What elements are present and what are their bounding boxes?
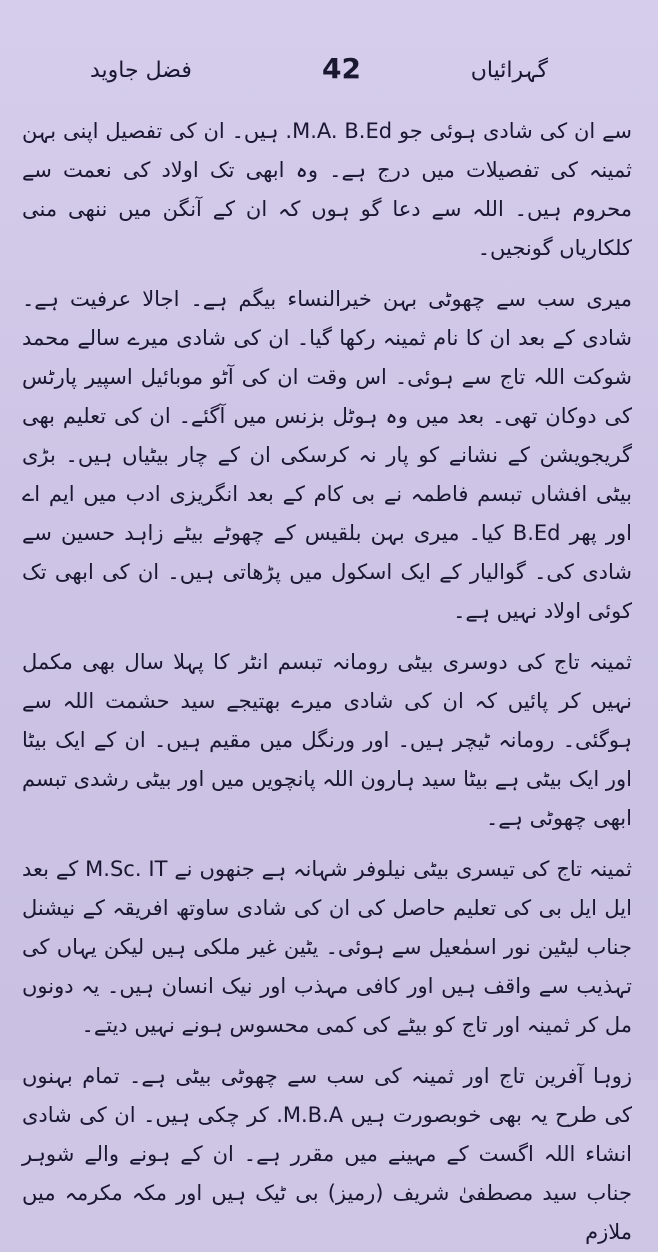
paragraph: ثمینہ تاج کی تیسری بیٹی نیلوفر شہانہ ہے جنھوں نے M.Sc. IT کے بعد ایل ایل بی کی تعلیم حاصل کی ان کی شادی ساوتھ افریقہ کے نیشنل جناب لیٹین نور اسمٰعیل سے ہوئی۔ یٹین غیر ملکی ہیں لیکن یہاں کی تہذیب سے واقف ہیں اور کافی مہذب اور نیک انسان ہیں۔ یہ دونوں مل کر ثمینہ اور تاج کو بیٹے کی کمی محسوس ہونے نہیں دیتے۔ xyxy=(22,857,633,1037)
author-name: فضل جاوید xyxy=(90,58,192,83)
paragraph: ثمینہ تاج کی دوسری بیٹی رومانہ تبسم انٹر کا پہلا سال بھی مکمل نہیں کر پائیں کہ ان کی شادی میرے بھتیجے سید حشمت اللہ سے ہوگئی۔ رومانہ ٹیچر ہیں۔ اور ورنگل میں مقیم ہیں۔ ان کے ایک بیٹا اور ایک بیٹی ہے بیٹا سید ہارون اللہ پانچویں میں اور بیٹی رشدی تبسم ابھی چھوٹی ہے۔ xyxy=(22,650,632,830)
running-title: گہرائیاں xyxy=(470,58,548,83)
paragraph: زوہا آفرین تاج اور ثمینہ کی سب سے چھوٹی بیٹی ہے۔ تمام بہنوں کی طرح یہ بھی خوبصورت ہیں M.B.A. کر چکی ہیں۔ ان کی شادی انشاء اللہ اگست کے مہینے میں مقرر ہے۔ ان کے ہونے والے شوہر جناب سید مصطفیٰ شریف (رمیز) بی ٹیک ہیں اور مکہ مکرمہ میں ملازم xyxy=(22,1064,632,1244)
page-number: 42 xyxy=(322,52,361,85)
page-body xyxy=(22,112,632,1252)
page-header xyxy=(22,0,632,118)
paragraph: میری سب سے چھوٹی بہن خیرالنساء بیگم ہے۔ اجالا عرفیت ہے۔ شادی کے بعد ان کا نام ثمینہ رکھا گیا۔ ان کی شادی میرے سالے محمد شوکت اللہ تاج سے ہوئی۔ اس وقت ان کی آٹو موبائیل اسپیر پارٹس کی دوکان تھی۔ بعد میں وہ ہوٹل بزنس میں آگئے۔ ان کی تعلیم بھی گریجویشن کے نشانے کو پار نہ کرسکی ان کے چار بیٹیاں ہیں۔ بڑی بیٹی افشاں تبسم فاطمہ نے بی کام کے بعد انگریزی ادب میں ایم اے اور پھر B.Ed کیا۔ میری بہن بلقیس کے چھوٹے بیٹے زاہد حسین سے شادی کی۔ گوالیار کے ایک اسکول میں پڑھاتی ہیں۔ ان کی ابھی تک کوئی اولاد نہیں ہے۔ xyxy=(22,287,632,623)
paragraph: سے ان کی شادی ہوئی جو M.A. B.Ed. ہیں۔ ان کی تفصیل اپنی بہن ثمینہ کی تفصیلات میں درج ہے۔ وہ ابھی تک اولاد کی نعمت سے محروم ہیں۔ اللہ سے دعا گو ہوں کہ ان کے آنگن میں ننھی منی کلکاریاں گونجیں۔ xyxy=(22,119,632,260)
